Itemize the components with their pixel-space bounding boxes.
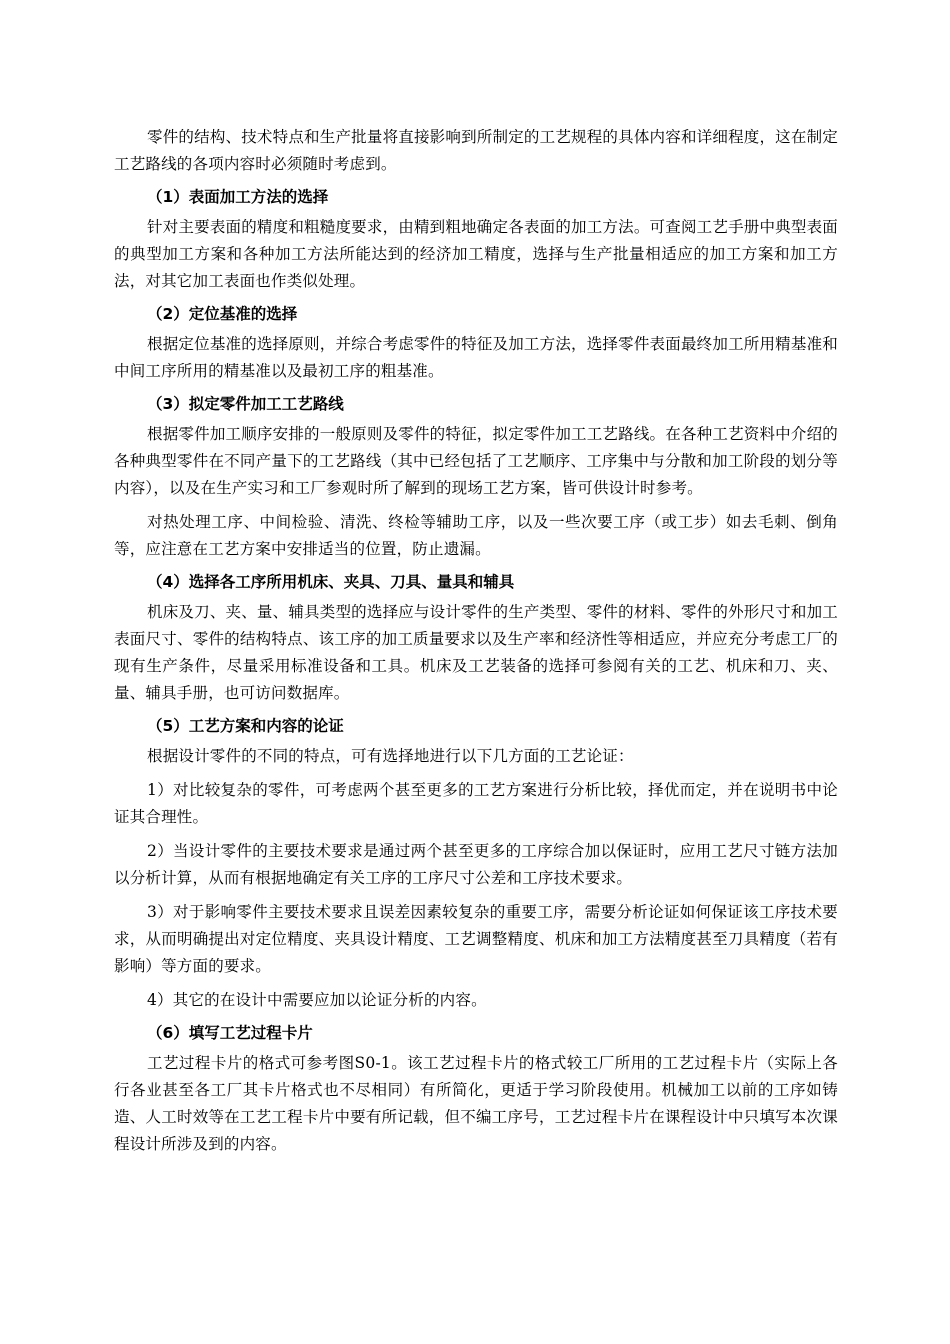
- section-heading-2: （2）定位基准的选择: [147, 305, 298, 323]
- section-3-paragraph-2: 对热处理工序、中间检验、清洗、终检等辅助工序，以及一些次要工序（或工步）如去毛刺、倒角等，应注意在工艺方案中安排适当的位置，防止遗漏。: [114, 513, 838, 558]
- section-heading-6: （6）填写工艺过程卡片: [147, 1024, 313, 1042]
- section-heading-3: （3）拟定零件加工工艺路线: [147, 395, 344, 413]
- document-body: [114, 124, 838, 1165]
- section-3-paragraph-1: 根据零件加工顺序安排的一般原则及零件的特征，拟定零件加工工艺路线。在各种工艺资料中介绍的各种典型零件在不同产量下的工艺路线（其中已经包括了工艺顺序、工序集中与分散和加工阶段的划分等内容），以及在生产实习和工厂参观时所了解到的现场工艺方案，皆可供设计时参考。: [114, 425, 838, 497]
- section-4-paragraph: 机床及刀、夹、量、辅具类型的选择应与设计零件的生产类型、零件的材料、零件的外形尺寸和加工表面尺寸、零件的结构特点、该工序的加工质量要求以及生产率和经济性等相适应，并应充分考虑工厂的现有生产条件，尽量采用标准设备和工具。机床及工艺装备的选择可参阅有关的工艺、机床和刀、夹、量、辅具手册，也可访问数据库。: [114, 603, 838, 702]
- section-5-paragraph: 根据设计零件的不同的特点，可有选择地进行以下几方面的工艺论证：: [147, 747, 634, 765]
- section-6-paragraph: 工艺过程卡片的格式可参考图S0-1。该工艺过程卡片的格式较工厂所用的工艺过程卡片（实际上各行各业甚至各工厂其卡片格式也不尽相同）有所简化，更适于学习阶段使用。机械加工以前的工序如铸造、人工时效等在工艺工程卡片中要有所记载，但不编工序号，工艺过程卡片在课程设计中只填写本次课程设计所涉及到的内容。: [114, 1054, 838, 1153]
- section-5-item-1: 1）对比较复杂的零件，可考虑两个甚至更多的工艺方案进行分析比较，择优而定，并在说明书中论证其合理性。: [114, 781, 838, 826]
- section-2-paragraph: 根据定位基准的选择原则，并综合考虑零件的特征及加工方法，选择零件表面最终加工所用精基准和中间工序所用的精基准以及最初工序的粗基准。: [114, 335, 838, 380]
- section-heading-5: （5）工艺方案和内容的论证: [147, 717, 344, 735]
- section-5-item-4: 4）其它的在设计中需要应加以论证分析的内容。: [147, 991, 487, 1009]
- section-5-item-2: 2）当设计零件的主要技术要求是通过两个甚至更多的工序综合加以保证时，应用工艺尺寸链方法加以分析计算，从而有根据地确定有关工序的工序尺寸公差和工序技术要求。: [114, 842, 838, 887]
- section-heading-4: （4）选择各工序所用机床、夹具、刀具、量具和辅具: [147, 573, 515, 591]
- section-heading-1: （1）表面加工方法的选择: [147, 188, 329, 206]
- section-5-item-3: 3）对于影响零件主要技术要求且误差因素较复杂的重要工序，需要分析论证如何保证该工序技术要求，从而明确提出对定位精度、夹具设计精度、工艺调整精度、机床和加工方法精度甚至刀具精度（若有影响）等方面的要求。: [114, 903, 838, 975]
- intro-paragraph: 零件的结构、技术特点和生产批量将直接影响到所制定的工艺规程的具体内容和详细程度，这在制定工艺路线的各项内容时必须随时考虑到。: [114, 128, 838, 173]
- section-1-paragraph: 针对主要表面的精度和粗糙度要求，由精到粗地确定各表面的加工方法。可查阅工艺手册中典型表面的典型加工方案和各种加工方法所能达到的经济加工精度，选择与生产批量相适应的加工方案和加工方法，对其它加工表面也作类似处理。: [114, 218, 838, 290]
